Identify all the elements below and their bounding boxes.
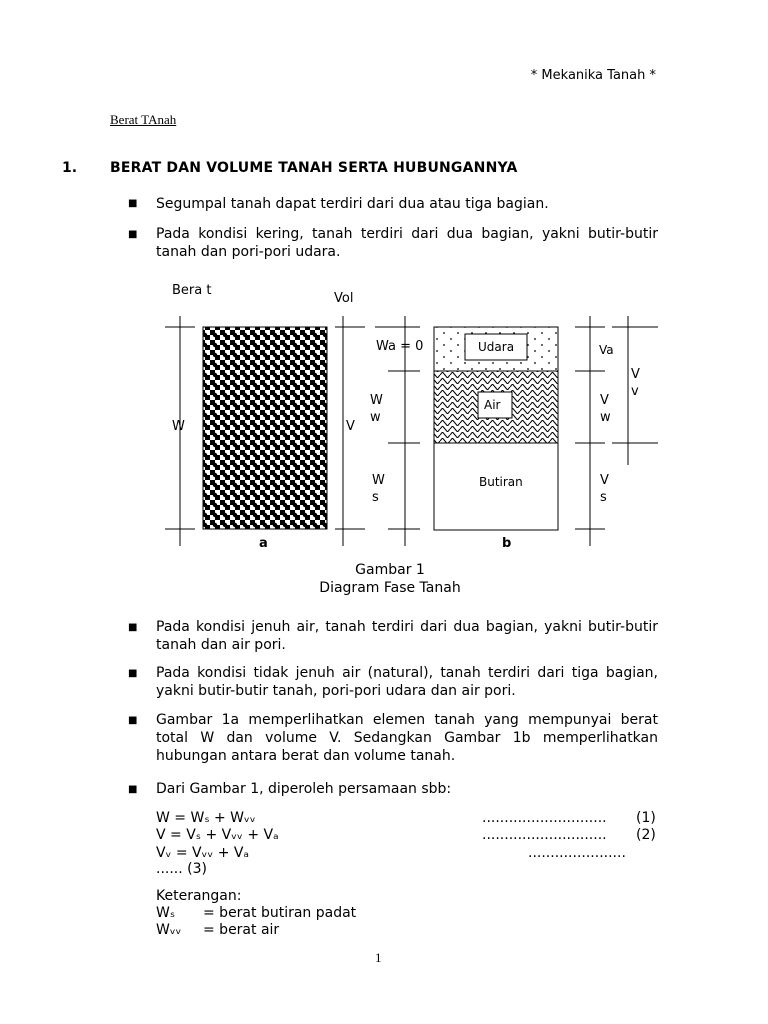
running-header: * Mekanika Tanah *: [530, 68, 656, 83]
soil-element-a: [203, 327, 327, 529]
equation-3-dots: ......................: [528, 845, 626, 861]
bullet-marker: ■: [128, 668, 138, 679]
bullet-text-6: Dari Gambar 1, diperoleh persamaan sbb:: [156, 781, 452, 797]
section-label: Berat TAnah: [110, 112, 177, 127]
bullet-text-2: Pada kondisi kering, tanah terdiri dari dua bagian, yakni butir-butir tanah dan pori-pori udara.: [156, 226, 658, 260]
equation-1-dots: ............................: [482, 810, 607, 826]
bullet-marker: ■: [128, 622, 138, 633]
label-wa: Wa = 0: [376, 339, 424, 354]
equation-3-ref: ...... (3): [156, 861, 207, 877]
phase-diagram: [0, 280, 768, 600]
sub-label-b: b: [502, 536, 512, 551]
figure-caption-line1: Gambar 1: [355, 562, 425, 578]
equation-1: W = Wₛ + Wᵥᵥ: [156, 810, 256, 826]
bullet-text-4: Pada kondisi tidak jenuh air (natural), tanah terdiri dari tiga bagian, yakni butir-butir tanah, pori-pori udara dan air pori.: [156, 665, 658, 699]
box-label-udara: Udara: [478, 340, 515, 354]
box-label-air: Air: [484, 398, 501, 412]
keterangan-symbol-2: Wᵥᵥ: [156, 922, 182, 938]
keterangan-desc-1: = berat butiran padat: [203, 905, 357, 921]
keterangan-desc-2: = berat air: [203, 922, 280, 938]
equation-1-ref: (1): [636, 810, 656, 826]
bullet-marker: ■: [128, 198, 138, 209]
label-vw: V w: [600, 393, 611, 425]
label-ws: W s: [372, 473, 385, 505]
label-vs: V s: [600, 473, 609, 505]
equation-2-dots: ............................: [482, 827, 607, 843]
sub-label-a: a: [259, 536, 268, 551]
page-number: 1: [375, 950, 382, 965]
equation-2: V = Vₛ + Vᵥᵥ + Vₐ: [156, 827, 279, 843]
label-va: Va: [599, 343, 614, 357]
box-label-butiran: Butiran: [479, 475, 523, 489]
label-ww: W w: [370, 393, 383, 425]
bullet-text-5: Gambar 1a memperlihatkan elemen tanah yang mempunyai berat total W dan volume V. Sedangkan Gambar 1b memperlihatkan hubungan antara berat dan volume tanah.: [156, 712, 658, 764]
heading-number: 1.: [62, 160, 78, 176]
label-berat: Bera t: [172, 283, 212, 298]
keterangan-symbol-1: Wₛ: [156, 905, 176, 921]
keterangan-title: Keterangan:: [156, 888, 242, 904]
bullet-marker: ■: [128, 715, 138, 726]
label-vv: V v: [631, 367, 640, 399]
label-w: W: [172, 419, 185, 434]
bullet-marker: ■: [128, 784, 138, 795]
bullet-marker: ■: [128, 229, 138, 240]
figure-caption-line2: Diagram Fase Tanah: [319, 580, 461, 596]
label-vol: Vol: [334, 291, 354, 306]
section-heading: BERAT DAN VOLUME TANAH SERTA HUBUNGANNYA: [110, 160, 518, 176]
bullet-text-3: Pada kondisi jenuh air, tanah terdiri dari dua bagian, yakni butir-butir tanah dan air pori.: [156, 619, 658, 653]
equation-2-ref: (2): [636, 827, 656, 843]
label-v: V: [346, 419, 355, 434]
bullet-text-1: Segumpal tanah dapat terdiri dari dua atau tiga bagian.: [156, 196, 549, 212]
equation-3: Vᵥ = Vᵥᵥ + Vₐ: [156, 845, 249, 861]
